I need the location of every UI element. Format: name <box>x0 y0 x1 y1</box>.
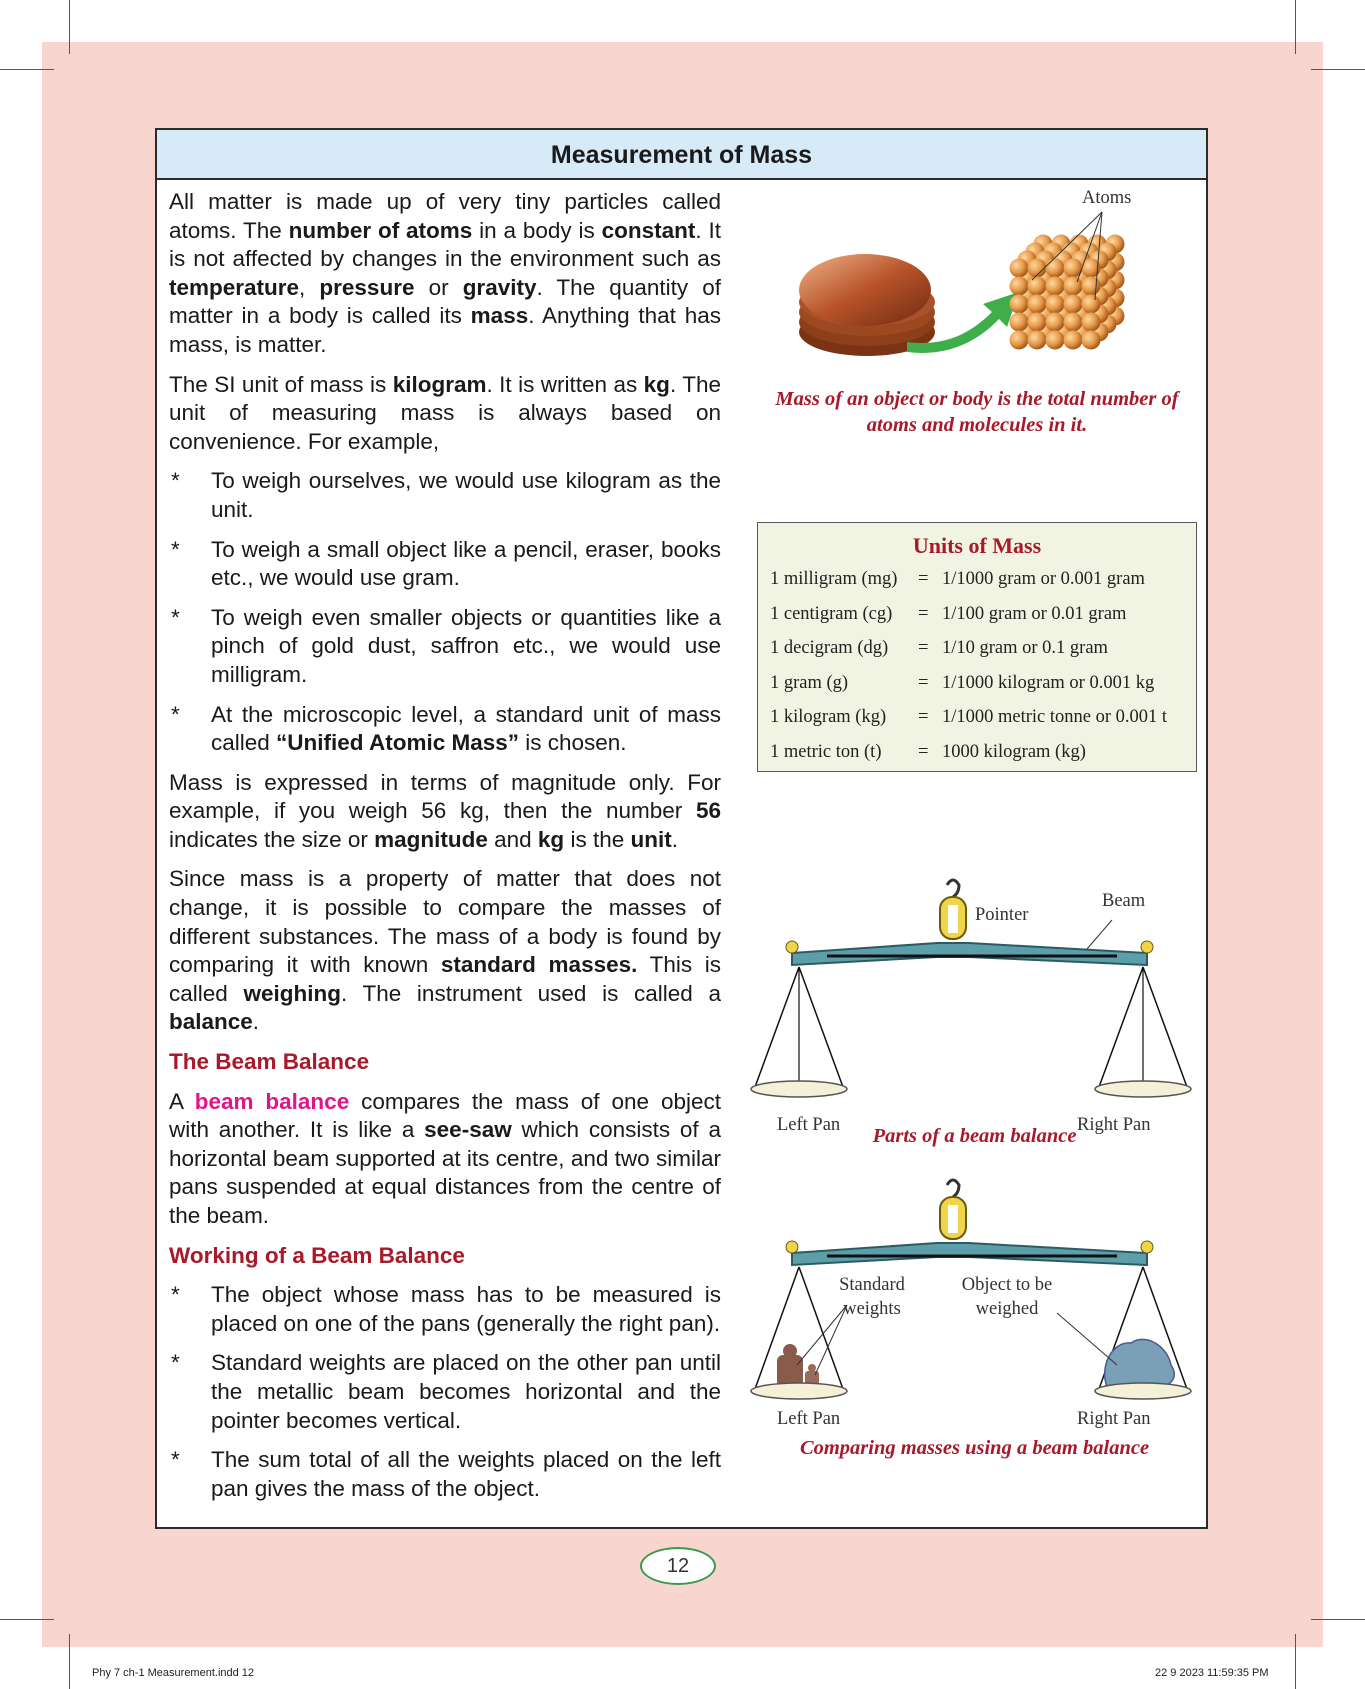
text: is the <box>564 826 631 852</box>
atom-icon <box>1046 277 1065 296</box>
list-item-text: Standard weights are placed on the other pan until the metallic beam becomes horizontal and the pointer becomes vertical. <box>211 1350 721 1433</box>
text: . It is not affected by changes in the environment such as <box>169 217 721 272</box>
unit-cell: 1 metric ton (t) <box>770 741 882 762</box>
list-item <box>169 1281 721 1338</box>
unit-cell: 1 decigram (dg) <box>770 638 889 658</box>
value-cell: 1/1000 gram or 0.001 gram <box>942 569 1145 589</box>
list-item-text: To weigh ourselves, we would use kilogram as the unit. <box>211 468 721 522</box>
atom-icon <box>1046 295 1065 314</box>
crop-mark <box>1311 69 1365 70</box>
slug-left: Phy 7 ch-1 Measurement.indd 12 <box>92 1667 255 1679</box>
text: . The instrument used is called a <box>340 980 721 1006</box>
crop-mark <box>1311 1619 1365 1620</box>
list-item <box>169 536 721 593</box>
subheading-beam-balance: The Beam Balance <box>169 1049 370 1075</box>
atom-icon <box>1010 313 1029 332</box>
bold-text: balance <box>169 1009 253 1035</box>
text: A <box>169 1088 195 1114</box>
bold-text: pressure <box>319 274 415 300</box>
text: , <box>299 274 320 300</box>
atom-icon <box>1028 313 1047 332</box>
left-pan-label: Left Pan <box>777 1115 841 1135</box>
units-of-mass-table <box>757 522 1197 772</box>
atom-icon <box>1064 277 1083 296</box>
value-cell: 1/10 gram or 0.1 gram <box>942 638 1108 658</box>
bullet-icon: * <box>171 1447 180 1473</box>
value-cell: 1/1000 metric tonne or 0.001 t <box>942 707 1168 727</box>
atom-icon <box>1028 277 1047 296</box>
crop-mark <box>1295 1634 1296 1689</box>
atoms-label: Atoms <box>1082 188 1132 208</box>
value-cell: 1/100 gram or 0.01 gram <box>942 603 1127 624</box>
text: Mass is expressed in terms of magnitude only. For example, if you weigh 56 kg, then the number <box>169 769 721 824</box>
page-number: 12 <box>640 1547 716 1585</box>
atom-icon <box>1064 295 1083 314</box>
bold-text: constant <box>601 217 696 243</box>
bold-text: “Unified Atomic Mass” <box>276 730 519 756</box>
atoms-figure <box>757 182 1197 452</box>
bold-text: standard masses. <box>440 952 638 978</box>
content-panel <box>155 128 1208 1529</box>
list-item-text: The object whose mass has to be measured is placed on one of the pans (generally the right pan). <box>211 1282 721 1336</box>
figure-caption: Comparing masses using a beam balance <box>799 1437 1150 1459</box>
bold-text: temperature <box>169 274 300 300</box>
crop-mark <box>69 0 70 54</box>
bullet-icon: * <box>171 604 180 630</box>
atom-icon <box>1082 313 1101 332</box>
atom-icon <box>1010 331 1029 350</box>
text: . It is written as <box>486 371 644 397</box>
list-item <box>169 467 721 524</box>
text: is chosen. <box>519 730 627 756</box>
paragraph-magnitude <box>169 769 721 855</box>
text: At the microscopic level, a standard unit of mass called <box>211 701 721 756</box>
text: in a body is <box>472 217 602 243</box>
text: indicates the size or <box>169 826 375 852</box>
paragraph-weighing <box>169 865 721 1037</box>
atom-icon <box>1082 331 1101 350</box>
text: This is called <box>169 952 721 1006</box>
atom-cube-icon <box>1010 235 1125 350</box>
list-item <box>169 1349 721 1435</box>
comparing-masses-figure <box>747 1165 1202 1460</box>
right-pan-label: Right Pan <box>1077 1409 1151 1429</box>
equals-cell: = <box>918 672 929 693</box>
atom-icon <box>1046 313 1065 332</box>
beam-icon <box>792 943 1147 965</box>
figure-caption: Parts of a beam balance <box>872 1125 1077 1147</box>
text: compares the mass of one object with another. It is like a <box>169 1088 721 1143</box>
atom-icon <box>1064 313 1083 332</box>
atom-icon <box>1046 259 1065 278</box>
table-title: Units of Mass <box>912 533 1042 558</box>
unit-cell: 1 kilogram (kg) <box>770 707 887 727</box>
text: or <box>414 274 463 300</box>
bullet-icon: * <box>171 701 180 727</box>
standard-weights-icon <box>777 1344 819 1387</box>
text: and <box>487 826 538 852</box>
main-text-column <box>169 188 721 1514</box>
value-cell: 1000 kilogram (kg) <box>942 741 1086 762</box>
subheading-working: Working of a Beam Balance <box>169 1242 465 1268</box>
pointer-label: Pointer <box>975 905 1029 925</box>
highlight-text: beam balance <box>194 1088 350 1114</box>
bold-text: mass <box>470 303 529 329</box>
right-pan-icon <box>1095 1081 1191 1097</box>
unit-cell: 1 gram (g) <box>770 672 849 693</box>
bullet-icon: * <box>171 1282 180 1308</box>
paragraph-atoms <box>169 188 721 360</box>
atom-icon <box>1028 295 1047 314</box>
crop-mark <box>1295 0 1296 54</box>
page-title: Measurement of Mass <box>157 130 1206 180</box>
bullet-icon: * <box>171 468 180 494</box>
atom-icon <box>1010 295 1029 314</box>
slug-right: 22 9 2023 11:59:35 PM <box>1155 1667 1269 1679</box>
list-item <box>169 604 721 690</box>
bullet-icon: * <box>171 1350 180 1376</box>
standard-weights-label: Standard weights <box>839 1275 905 1319</box>
equals-cell: = <box>918 707 929 727</box>
text: . The quantity of matter in a body is called its <box>169 274 721 329</box>
list-item-text: To weigh even smaller objects or quantities like a pinch of gold dust, saffron etc., we would use milligram. <box>211 604 721 687</box>
object-label: Object to be weighed <box>961 1275 1053 1319</box>
paragraph-beam-balance <box>169 1088 721 1231</box>
atom-icon <box>1010 277 1029 296</box>
unit-cell: 1 milligram (mg) <box>770 569 898 589</box>
atom-icon <box>1010 259 1029 278</box>
bold-text: magnitude <box>374 826 488 852</box>
text: The SI unit of mass is <box>169 371 393 397</box>
list-item <box>169 701 721 758</box>
equals-cell: = <box>918 638 929 658</box>
figure-caption: Mass of an object or body is the total number of atoms and molecules in it. <box>775 388 1179 436</box>
list-item <box>169 1446 721 1503</box>
beam-balance-parts-figure <box>747 865 1202 1150</box>
bold-text: kg <box>537 826 565 852</box>
atom-icon <box>1028 331 1047 350</box>
beam-label: Beam <box>1102 891 1146 911</box>
bold-text: see-saw <box>424 1117 512 1143</box>
coin-stack-icon <box>799 254 935 356</box>
right-pan-label: Right Pan <box>1077 1115 1151 1135</box>
text: which consists of a horizontal beam supported at its centre, and two similar pans suspended at equal distances from the centre of the beam. <box>169 1117 721 1228</box>
bullet-icon: * <box>171 536 180 562</box>
list-item-text: To weigh a small object like a pencil, eraser, books etc., we would use gram. <box>211 536 721 591</box>
text: . <box>252 1009 260 1035</box>
bold-text: kg <box>643 371 670 397</box>
bold-text: unit <box>630 826 672 852</box>
value-cell: 1/1000 kilogram or 0.001 kg <box>942 672 1155 693</box>
equals-cell: = <box>918 603 929 624</box>
crop-mark <box>0 69 54 70</box>
bold-text: number of atoms <box>288 217 473 243</box>
bold-text: weighing <box>243 980 341 1006</box>
crop-mark <box>0 1619 54 1620</box>
left-pan-label: Left Pan <box>777 1409 841 1429</box>
coins-atoms-illustration <box>757 182 1197 382</box>
equals-cell: = <box>918 741 929 762</box>
crop-mark <box>69 1634 70 1689</box>
equals-cell: = <box>918 569 929 589</box>
bold-text: kilogram <box>392 371 487 397</box>
bold-text: 56 <box>695 798 721 824</box>
unit-cell: 1 centigram (cg) <box>770 603 893 624</box>
left-pan-icon <box>751 1081 847 1097</box>
bold-text: gravity <box>462 274 537 300</box>
text: . Anything that has mass, is matter. <box>169 303 721 357</box>
text: All matter is made up of very tiny particles called atoms. The <box>169 189 721 243</box>
text: . <box>671 826 678 852</box>
atom-icon <box>1064 331 1083 350</box>
paragraph-si-unit <box>169 371 721 457</box>
atom-icon <box>1082 295 1101 314</box>
text: . The unit of measuring mass is always based on convenience. For example, <box>169 371 721 454</box>
atom-icon <box>1082 277 1101 296</box>
text: Since mass is a property of matter that does not change, it is possible to compare the masses of different substances. The mass of a body is found by comparing it with known <box>169 866 721 978</box>
list-item-text: The sum total of all the weights placed on the left pan gives the mass of the object. <box>211 1447 721 1501</box>
atom-icon <box>1046 331 1065 350</box>
